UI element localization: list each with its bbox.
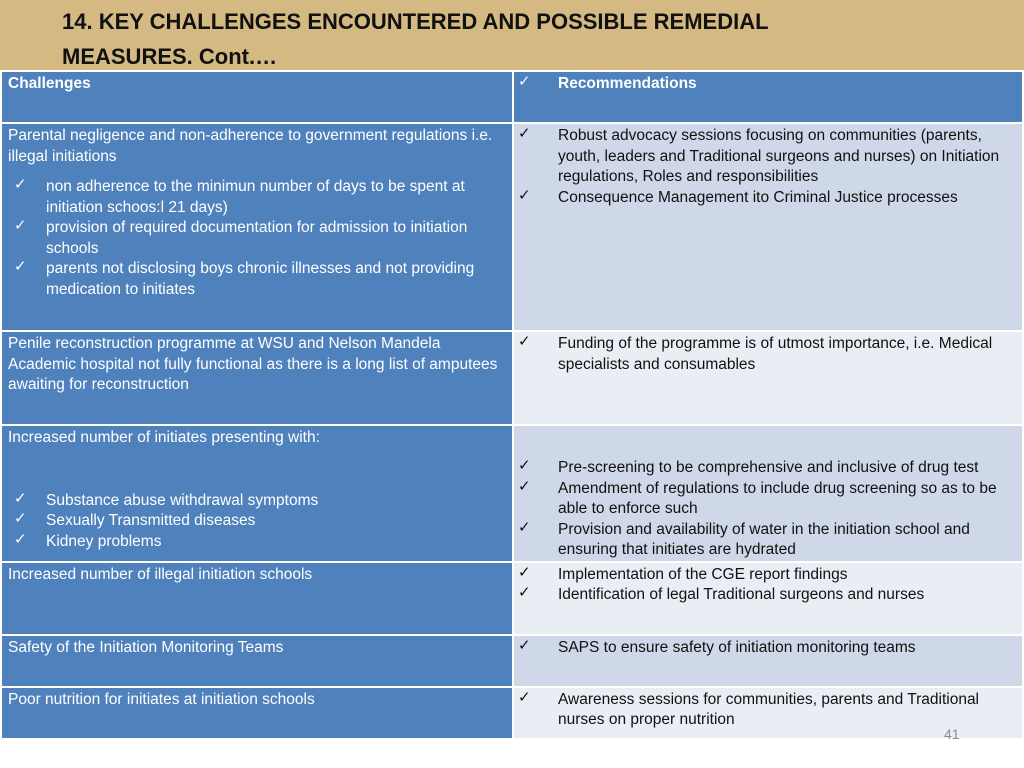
challenge-text: Increased number of illegal initiation schools xyxy=(8,565,313,583)
recommendation-cell xyxy=(513,425,1023,562)
challenge-cell xyxy=(1,425,513,562)
check-icon: ✓ xyxy=(14,530,27,548)
check-icon: ✓ xyxy=(518,125,531,142)
recommendation-item: ✓ Amendment of regulations to include drug screening so as to be able to enforce such xyxy=(518,477,997,517)
challenge-text: Penile reconstruction programme at WSU and Nelson Mandela Academic hospital not fully functional as there is a long list of amputees awaiting for reconstruction xyxy=(8,335,498,393)
title-bar xyxy=(0,0,1024,72)
check-icon: ✓ xyxy=(518,636,531,654)
challenges-header: Challenges xyxy=(8,75,91,92)
recommendation-item: ✓ SAPS to ensure safety of initiation monitoring teams xyxy=(518,636,916,656)
table-row xyxy=(1,562,1023,635)
challenge-text: Increased number of initiates presenting with: xyxy=(8,429,320,446)
check-icon: ✓ xyxy=(14,217,27,234)
recommendation-list xyxy=(514,638,1014,659)
recommendation-list xyxy=(514,565,1014,606)
recommendation-item: ✓ Funding of the programme is of utmost importance, i.e. Medical specialists and consumables xyxy=(518,333,993,373)
challenge-item: ✓ Sexually Transmitted diseases xyxy=(14,510,256,529)
table-row xyxy=(1,123,1023,331)
challenge-cell xyxy=(1,331,513,425)
challenges-table xyxy=(0,70,1024,740)
check-icon: ✓ xyxy=(518,457,531,474)
challenge-item: ✓ non adherence to the minimun number of days to be spent at initiation schoos:l 21 days) xyxy=(14,176,465,216)
recommendation-item: ✓ Robust advocacy sessions focusing on communities (parents, youth, leaders and Traditional surgeons and nurses) on Initiation regulations, Roles and responsibilities xyxy=(518,125,1000,185)
challenges-header-cell xyxy=(1,71,513,123)
challenge-text: Poor nutrition for initiates at initiation schools xyxy=(8,690,315,708)
recommendation-list xyxy=(514,126,1014,208)
recommendations-header-item xyxy=(514,74,1014,95)
recommendation-item: ✓ Provision and availability of water in the initiation school and ensuring that initiates are hydrated xyxy=(518,518,970,558)
recommendation-list xyxy=(514,334,1014,375)
slide-title-line-1: 14. KEY CHALLENGES ENCOUNTERED AND POSSIBLE REMEDIAL xyxy=(62,9,769,34)
recommendation-item: ✓ Awareness sessions for communities, parents and Traditional nurses on proper nutrition xyxy=(518,688,980,728)
check-icon: ✓ xyxy=(14,176,27,193)
recommendation-cell xyxy=(513,635,1023,687)
check-icon: ✓ xyxy=(518,688,531,706)
challenge-item: ✓ provision of required documentation for admission to initiation schools xyxy=(14,217,468,257)
slide-title-line-2: MEASURES. Cont.… xyxy=(62,44,278,69)
check-icon: ✓ xyxy=(518,73,531,90)
challenge-item: ✓ Kidney problems xyxy=(14,530,162,550)
challenge-item: ✓ Substance abuse withdrawal symptoms xyxy=(14,489,319,509)
check-icon: ✓ xyxy=(518,333,531,350)
recommendation-cell xyxy=(513,123,1023,331)
challenge-cell xyxy=(1,123,513,331)
table-header-row xyxy=(1,71,1023,123)
recommendation-item: ✓ Identification of legal Traditional surgeons and nurses xyxy=(518,584,925,603)
recommendation-item: ✓ Consequence Management ito Criminal Justice processes xyxy=(518,186,958,206)
recommendations-header: Recommendations xyxy=(558,75,697,92)
check-icon: ✓ xyxy=(14,258,27,275)
recommendation-list xyxy=(514,690,1014,731)
challenge-item: ✓ parents not disclosing boys chronic illnesses and not providing medication to initiates xyxy=(14,258,475,298)
challenge-cell xyxy=(1,635,513,687)
table-row xyxy=(1,331,1023,425)
check-icon: ✓ xyxy=(518,563,531,581)
check-icon: ✓ xyxy=(14,510,27,527)
recommendation-item: ✓ Implementation of the CGE report findings xyxy=(518,563,848,583)
challenge-text: Safety of the Initiation Monitoring Teams xyxy=(8,638,284,656)
recommendations-header-cell xyxy=(513,71,1023,123)
recommendation-list xyxy=(514,458,1014,561)
challenge-list xyxy=(8,491,506,553)
challenge-list xyxy=(8,177,506,300)
recommendation-cell xyxy=(513,562,1023,635)
table-row xyxy=(1,635,1023,687)
recommendation-item: ✓ Pre-screening to be comprehensive and inclusive of drug test xyxy=(518,457,979,476)
table-row xyxy=(1,687,1023,739)
check-icon: ✓ xyxy=(14,489,27,507)
challenge-cell xyxy=(1,562,513,635)
recommendation-cell xyxy=(513,331,1023,425)
table-row xyxy=(1,425,1023,562)
check-icon: ✓ xyxy=(518,186,531,204)
page-number: 41 xyxy=(944,726,960,742)
challenge-text: Parental negligence and non-adherence to government regulations i.e. illegal initiations xyxy=(8,127,493,165)
check-icon: ✓ xyxy=(518,518,531,536)
check-icon: ✓ xyxy=(518,477,531,495)
challenge-cell xyxy=(1,687,513,739)
slide-title xyxy=(62,4,962,74)
check-icon: ✓ xyxy=(518,584,531,601)
